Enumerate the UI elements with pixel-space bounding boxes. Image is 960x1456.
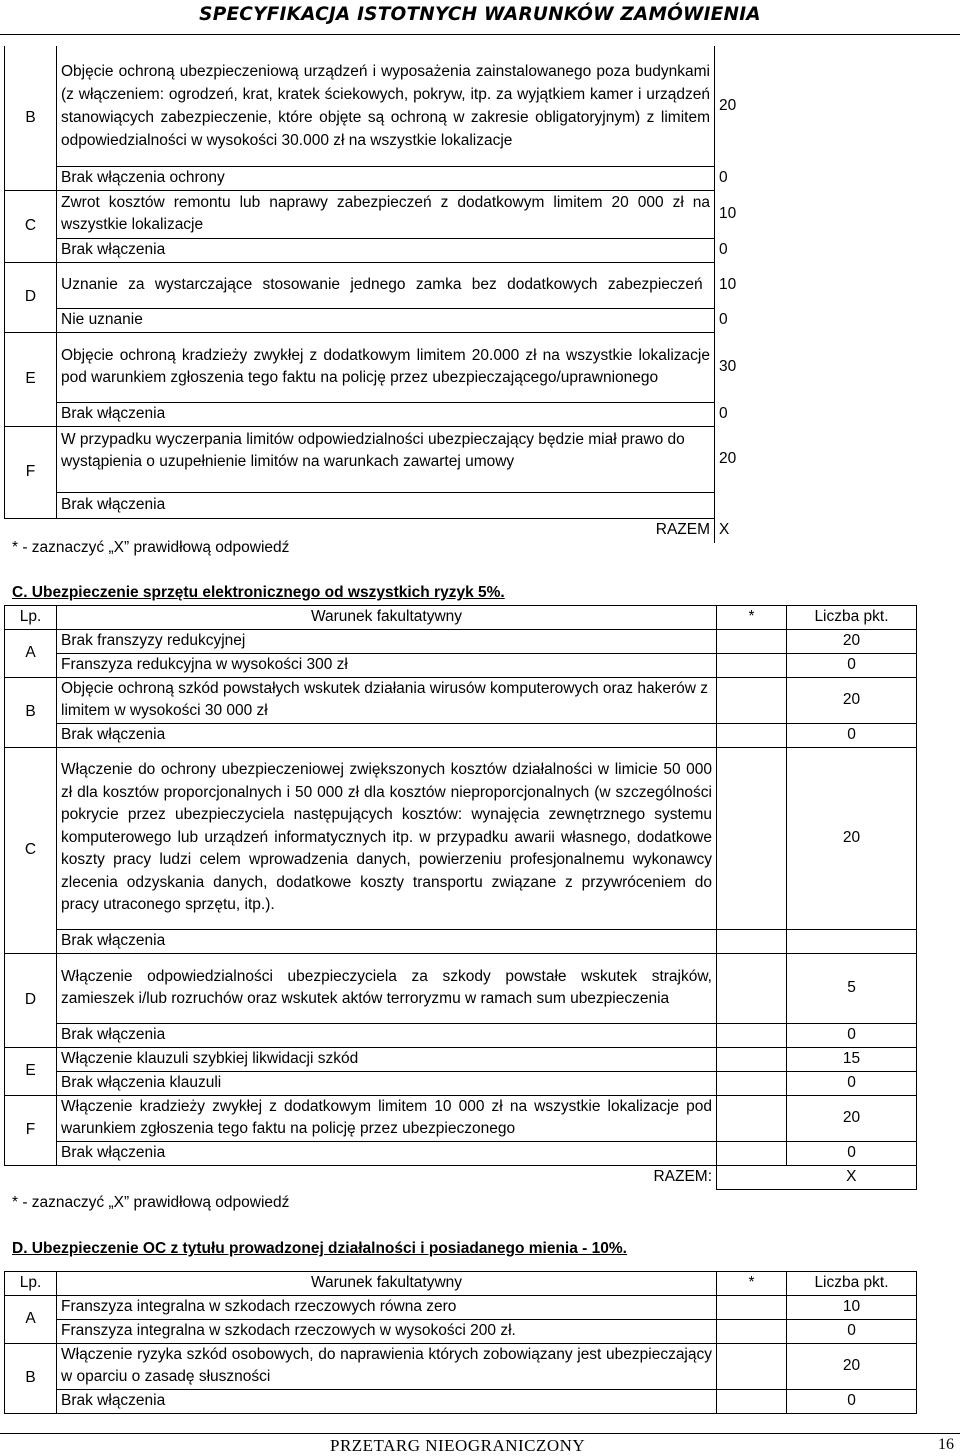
points-value: 0 bbox=[787, 1071, 917, 1095]
condition-text: Uznanie za wystarczające stosowanie jednego zamka bez dodatkowych zabezpieczeń bbox=[57, 262, 715, 308]
header-points: Liczba pkt. bbox=[787, 606, 917, 630]
points-value: 10 bbox=[787, 1295, 917, 1319]
table-row bbox=[5, 1319, 917, 1343]
condition-text: Brak włączenia ochrony bbox=[57, 166, 715, 190]
points-value: 20 bbox=[787, 1343, 917, 1389]
table-row: B Objęcie ochroną ubezpieczeniową urządzeń i wyposażenia zainstalowanego poza budynkami (z włączeniem: ogrodzeń, krat, kratek ściekowych, pokryw, itp. za wyjątkiem kamer i urządzeń stanowiących zabezpieczenie, które objęte są ochroną w zakresie obligatoryjnym) z limitem odpowiedzialności w wysokości 30.000 zł na wszystkie lokalizacje 20 bbox=[5, 46, 915, 166]
table-row bbox=[5, 1295, 917, 1319]
table-row bbox=[5, 929, 917, 953]
mark-cell[interactable] bbox=[717, 1071, 787, 1095]
condition-text: Objęcie ochroną kradzieży zwykłej z dodatkowym limitem 20.000 zł na wszystkie lokalizacje pod warunkiem zgłoszenia tego faktu na policję przez ubezpieczającego/uprawnionego bbox=[57, 332, 715, 402]
header-lp: Lp. bbox=[5, 606, 57, 630]
table-row: D Uznanie za wystarczające stosowanie jednego zamka bez dodatkowych zabezpieczeń 10 bbox=[5, 262, 915, 308]
total-row bbox=[5, 1165, 917, 1189]
section-d-title: D. Ubezpieczenie OC z tytułu prowadzonej działalności i posiadanego mienia - 10%. bbox=[12, 1240, 627, 1257]
condition-text: Franszyza integralna w szkodach rzeczowych równa zero bbox=[57, 1295, 717, 1319]
table-row bbox=[5, 629, 917, 653]
header-condition: Warunek fakultatywny bbox=[57, 1272, 717, 1296]
condition-text: Nie uznanie bbox=[57, 308, 715, 332]
header-rule bbox=[0, 34, 960, 35]
table-row bbox=[5, 1095, 917, 1141]
footer-text: PRZETARG NIEOGRANICZONY bbox=[330, 1436, 586, 1455]
total-label: RAZEM: bbox=[5, 1165, 717, 1189]
mark-cell[interactable] bbox=[717, 1389, 787, 1413]
points-value: 20 bbox=[787, 1095, 917, 1141]
mark-cell[interactable] bbox=[717, 1319, 787, 1343]
section-c-title: C. Ubezpieczenie sprzętu elektronicznego od wszystkich ryzyk 5%. bbox=[12, 584, 505, 601]
row-letter: E bbox=[5, 332, 57, 426]
mark-cell[interactable] bbox=[717, 953, 787, 1023]
mark-cell[interactable] bbox=[717, 1023, 787, 1047]
table-row bbox=[5, 723, 917, 747]
answer-note: * - zaznaczyć „X” prawidłową odpowiedź bbox=[12, 1194, 290, 1211]
row-letter: B bbox=[5, 46, 57, 190]
row-letter: B bbox=[5, 677, 57, 747]
mark-cell[interactable] bbox=[717, 1295, 787, 1319]
mark-cell[interactable] bbox=[717, 1095, 787, 1141]
row-letter: D bbox=[5, 953, 57, 1047]
mark-cell[interactable] bbox=[717, 677, 787, 723]
condition-text: Brak włączenia bbox=[57, 238, 715, 262]
condition-text: Włączenie odpowiedzialności ubezpieczyciela za szkody powstałe wskutek strajków, zamieszek i/lub rozruchów oraz wskutek aktów terroryzmu w ramach sum ubezpieczenia bbox=[57, 953, 717, 1023]
condition-text: Objęcie ochroną szkód powstałych wskutek działania wirusów komputerowych oraz hakerów z limitem w wysokości 30 000 zł bbox=[57, 677, 717, 723]
points-value: 0 bbox=[787, 1319, 917, 1343]
points-value bbox=[787, 929, 917, 953]
condition-text: Włączenie ryzyka szkód osobowych, do naprawienia których zobowiązany jest ubezpieczający w oparciu o zasadę słuszności bbox=[57, 1343, 717, 1389]
condition-text: Włączenie do ochrony ubezpieczeniowej zwiększonych kosztów działalności w limicie 50 000 zł dla kosztów proporcjonalnych i 50 000 zł dla kosztów nieproporcjonalnych (w szczególności pokrycie przez ubezpieczyciela następujących kosztów: wynajęcia zewnętrznego systemu komputerowego lub urządzeń informatycznych itp. w przypadku awarii własnego, dodatkowe koszty pracy ludzi celem wprowadzenia danych, powierzeniu profesjonalnemu wykonawcy zlecenia odzyskania danych, dodatkowe koszty transportu związane z przywróceniem do pracy utraconego sprzętu, itp.). bbox=[57, 747, 717, 929]
row-letter: A bbox=[5, 1295, 57, 1343]
page-header-title: SPECYFIKACJA ISTOTNYCH WARUNKÓW ZAMÓWIENIA bbox=[199, 4, 761, 25]
header-mark: * bbox=[717, 1272, 787, 1296]
points-value: 0 bbox=[787, 1141, 917, 1165]
points-value: 0 bbox=[787, 1023, 917, 1047]
total-value: X bbox=[787, 1165, 917, 1189]
table-row bbox=[5, 653, 917, 677]
table-row bbox=[5, 1071, 917, 1095]
row-letter: F bbox=[5, 426, 57, 518]
table-row bbox=[5, 1047, 917, 1071]
row-letter: F bbox=[5, 1095, 57, 1165]
condition-text: Brak włączenia bbox=[57, 1141, 717, 1165]
mark-cell[interactable] bbox=[717, 747, 787, 929]
mark-cell[interactable] bbox=[717, 1141, 787, 1165]
table-row: E Objęcie ochroną kradzieży zwykłej z dodatkowym limitem 20.000 zł na wszystkie lokalizacje pod warunkiem zgłoszenia tego faktu na policję przez ubezpieczającego/uprawnionego 30 bbox=[5, 332, 915, 402]
mark-cell[interactable] bbox=[717, 629, 787, 653]
row-letter: B bbox=[5, 1343, 57, 1413]
condition-text: Brak włączenia bbox=[57, 723, 717, 747]
points-value: 0 bbox=[787, 653, 917, 677]
condition-text: Zwrot kosztów remontu lub naprawy zabezpieczeń z dodatkowym limitem 20 000 zł na wszystkie lokalizacje bbox=[57, 190, 715, 238]
points-value: 15 bbox=[787, 1047, 917, 1071]
table-header-row bbox=[5, 606, 917, 630]
condition-text: Brak włączenia bbox=[57, 1389, 717, 1413]
answer-note: * - zaznaczyć „X” prawidłową odpowiedź bbox=[12, 539, 290, 556]
total-label: RAZEM bbox=[5, 518, 715, 542]
table-row bbox=[5, 1343, 917, 1389]
condition-text: Brak włączenia bbox=[57, 402, 715, 426]
table-row: C Zwrot kosztów remontu lub naprawy zabezpieczeń z dodatkowym limitem 20 000 zł na wszystkie lokalizacje 10 bbox=[5, 190, 915, 238]
header-points: Liczba pkt. bbox=[787, 1272, 917, 1296]
condition-text: Brak włączenia bbox=[57, 1023, 717, 1047]
table-row: F W przypadku wyczerpania limitów odpowiedzialności ubezpieczający będzie miał prawo do wystąpienia o uzupełnienie limitów na warunkach zawartej umowy 20 bbox=[5, 426, 915, 492]
condition-text: W przypadku wyczerpania limitów odpowiedzialności ubezpieczający będzie miał prawo do wystąpienia o uzupełnienie limitów na warunkach zawartej umowy bbox=[57, 426, 715, 492]
row-letter: E bbox=[5, 1047, 57, 1095]
mark-cell[interactable] bbox=[717, 653, 787, 677]
mark-cell[interactable] bbox=[717, 1047, 787, 1071]
header-condition: Warunek fakultatywny bbox=[57, 606, 717, 630]
table-header-row bbox=[5, 1272, 917, 1296]
condition-text: Brak franszyzy redukcyjnej bbox=[57, 629, 717, 653]
points-value: 20 bbox=[787, 629, 917, 653]
condition-text: Franszyza integralna w szkodach rzeczowych w wysokości 200 zł. bbox=[57, 1319, 717, 1343]
mark-cell[interactable] bbox=[717, 929, 787, 953]
row-letter: A bbox=[5, 629, 57, 677]
points-value: 20 bbox=[787, 677, 917, 723]
header-mark: * bbox=[717, 606, 787, 630]
table-row bbox=[5, 747, 917, 929]
condition-text: Objęcie ochroną ubezpieczeniową urządzeń i wyposażenia zainstalowanego poza budynkami (z włączeniem: ogrodzeń, krat, kratek ściekowych, pokryw, itp. za wyjątkiem kamer i urządzeń stanowiących zabezpieczenie, które objęte są ochroną w zakresie obligatoryjnym) z limitem odpowiedzialności w wysokości 30.000 zł na wszystkie lokalizacje bbox=[57, 46, 715, 166]
condition-text: Włączenie kradzieży zwykłej z dodatkowym limitem 10 000 zł na wszystkie lokalizacje pod warunkiem zgłoszenia tego faktu na policję przez ubezpieczonego bbox=[57, 1095, 717, 1141]
table-row bbox=[5, 1389, 917, 1413]
table-row: Brak włączenia 0 bbox=[5, 238, 915, 262]
table-row: Nie uznanie 0 bbox=[5, 308, 915, 332]
header-lp: Lp. bbox=[5, 1272, 57, 1296]
points-value: 0 bbox=[787, 1389, 917, 1413]
table-row: Brak włączenia 0 bbox=[5, 402, 915, 426]
table-section-d bbox=[4, 1271, 917, 1414]
condition-text: Brak włączenia klauzuli bbox=[57, 1071, 717, 1095]
table-row bbox=[5, 677, 917, 723]
table-row bbox=[5, 953, 917, 1023]
points-value: 0 bbox=[787, 723, 917, 747]
mark-cell[interactable] bbox=[717, 1343, 787, 1389]
total-row: RAZEM X bbox=[5, 518, 915, 542]
table-section-c bbox=[4, 605, 917, 1190]
condition-text: Brak włączenia bbox=[57, 492, 715, 518]
condition-text: Brak włączenia bbox=[57, 929, 717, 953]
points-value: 5 bbox=[787, 953, 917, 1023]
condition-text: Franszyza redukcyjna w wysokości 300 zł bbox=[57, 653, 717, 677]
row-letter: D bbox=[5, 262, 57, 332]
table-section-b bbox=[4, 46, 915, 543]
table-row bbox=[5, 1141, 917, 1165]
points-value: 20 bbox=[787, 747, 917, 929]
row-letter: C bbox=[5, 747, 57, 953]
row-letter: C bbox=[5, 190, 57, 262]
table-row bbox=[5, 492, 915, 518]
mark-cell[interactable] bbox=[717, 723, 787, 747]
table-row: Brak włączenia ochrony 0 bbox=[5, 166, 915, 190]
footer-rule bbox=[0, 1433, 960, 1434]
condition-text: Włączenie klauzuli szybkiej likwidacji szkód bbox=[57, 1047, 717, 1071]
page-number: 16 bbox=[938, 1436, 954, 1453]
table-row bbox=[5, 1023, 917, 1047]
